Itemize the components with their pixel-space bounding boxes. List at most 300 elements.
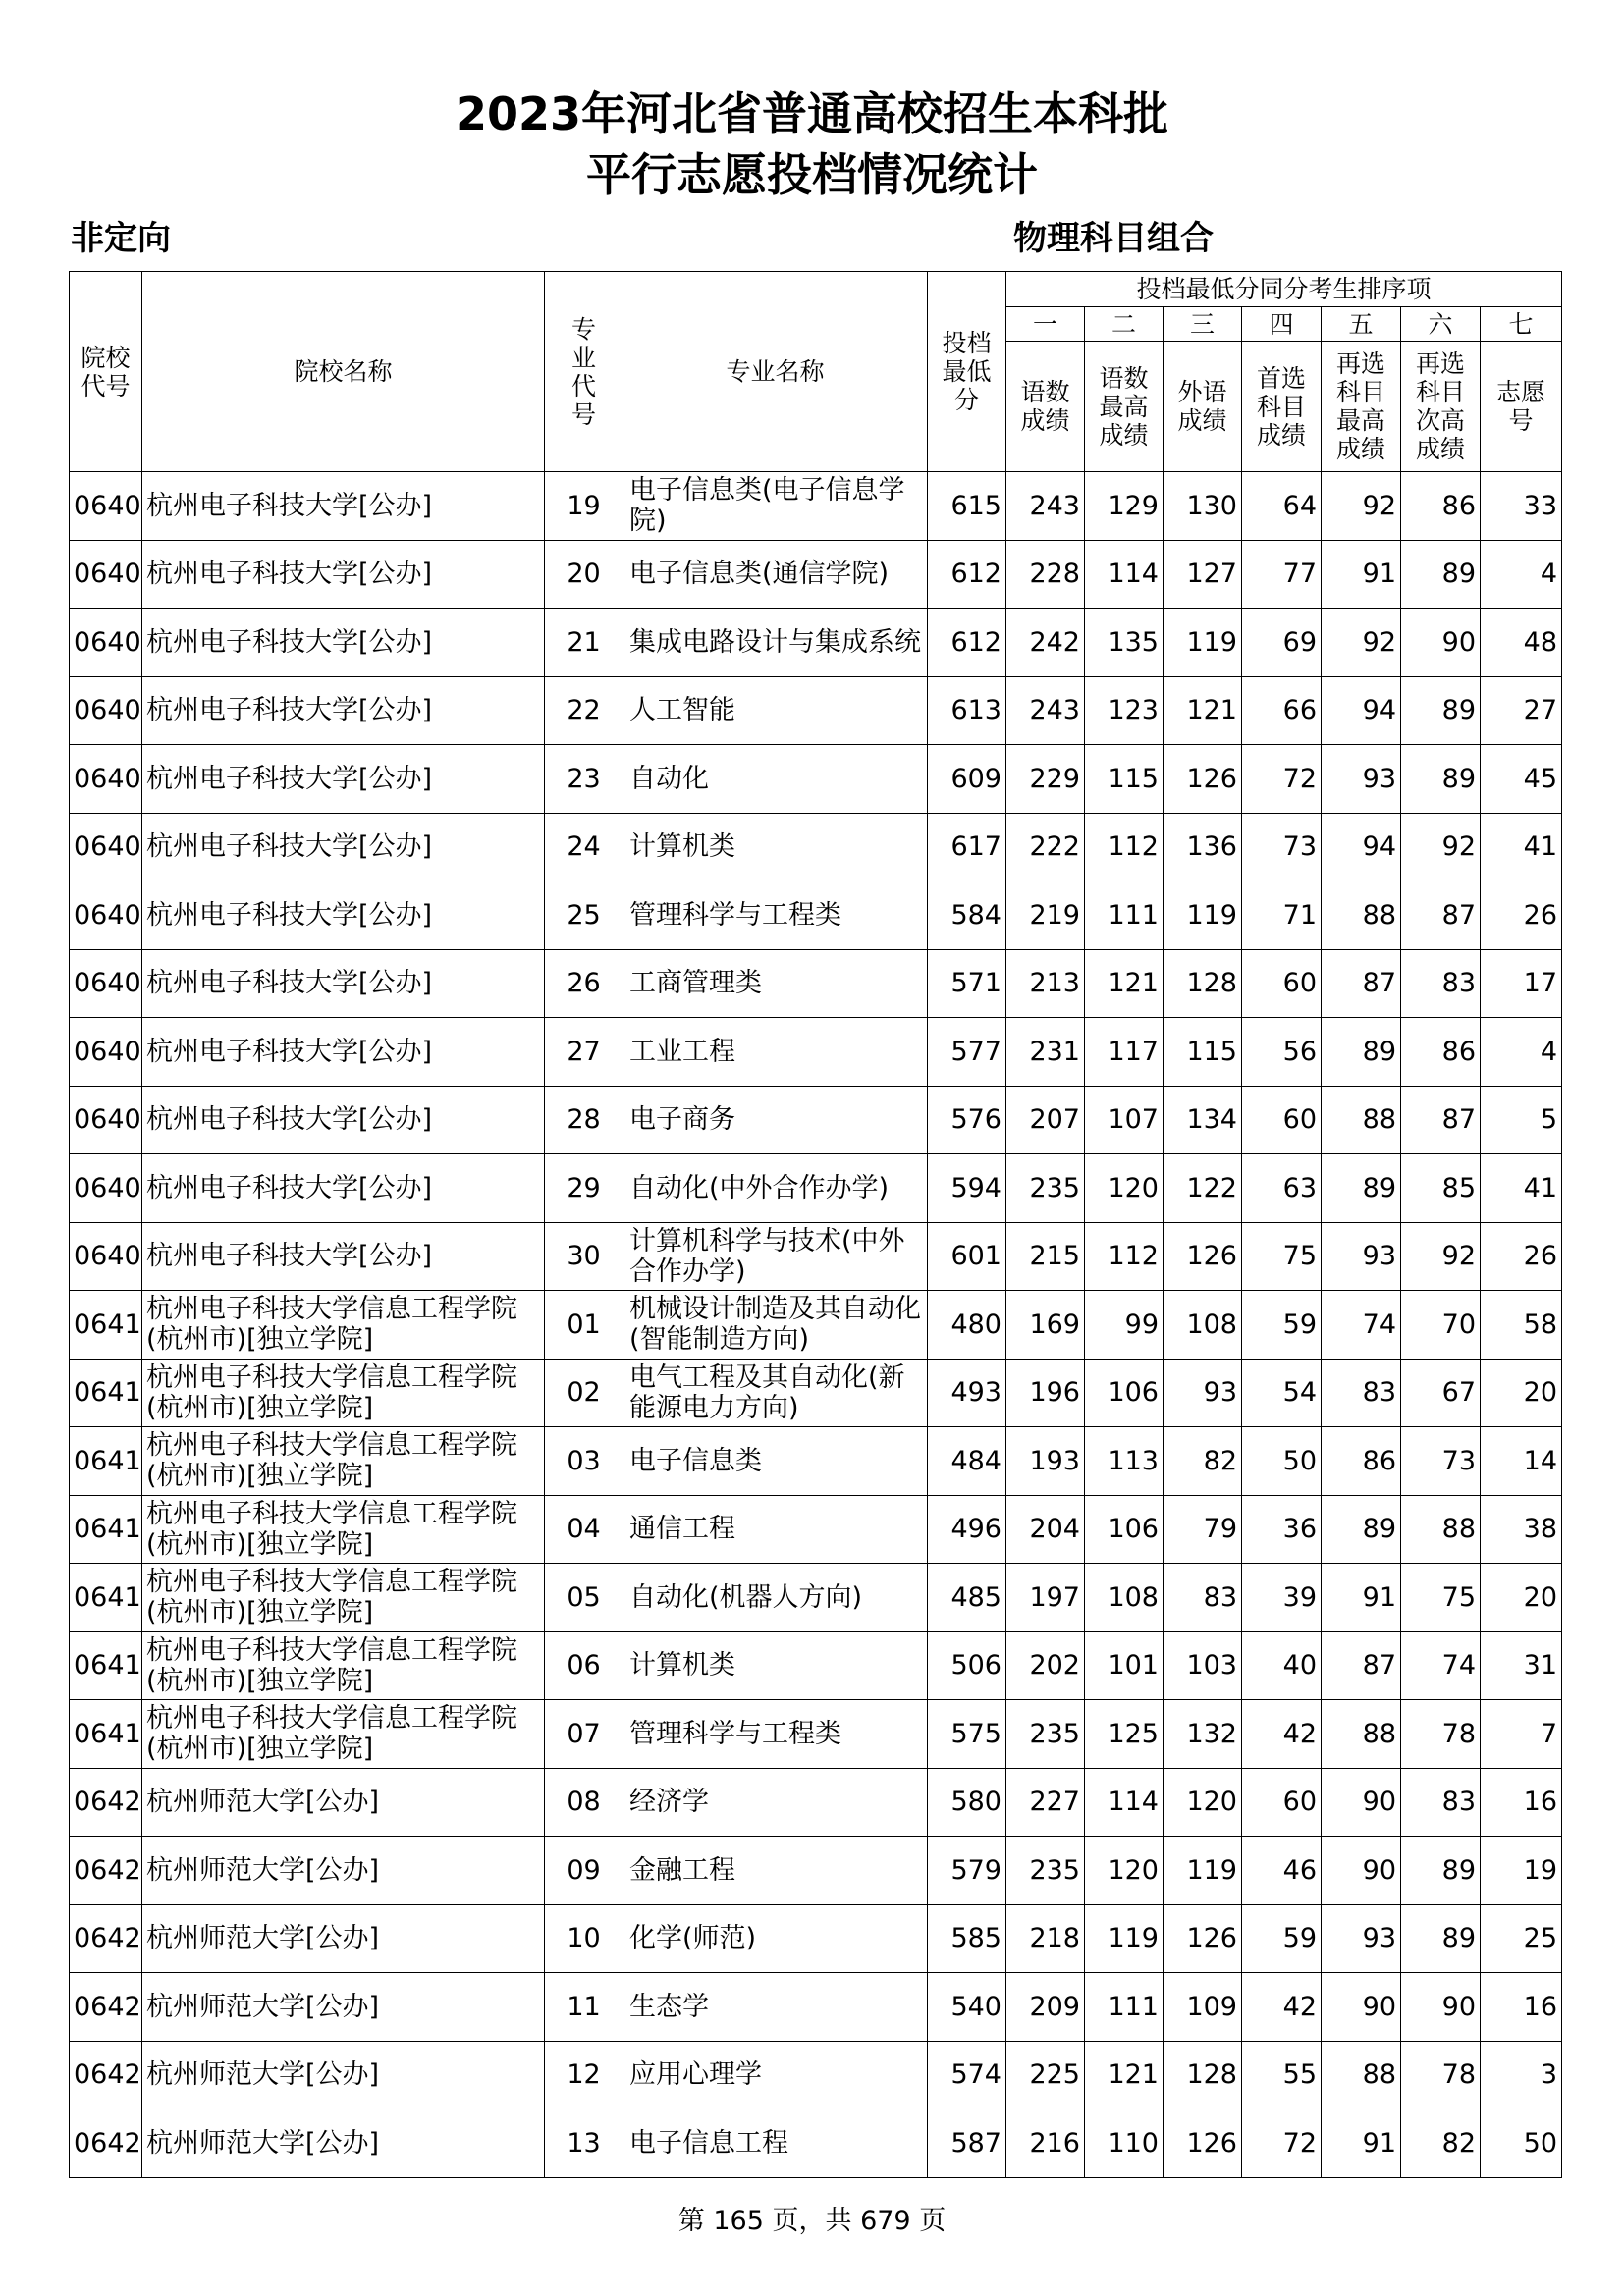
page-footer: 第 165 页，共 679 页: [677, 2206, 947, 2236]
table-row: [70, 472, 1562, 541]
order-1-cell: 197: [1006, 1564, 1085, 1632]
order-5-cell: 86: [1322, 1427, 1401, 1496]
major-code-cell: 21: [545, 609, 623, 677]
school-code-cell: 0640: [70, 1154, 142, 1223]
school-name-cell: 杭州电子科技大学[公办]: [142, 609, 545, 677]
major-code-cell: 23: [545, 745, 623, 814]
min-score-cell: 612: [928, 540, 1006, 609]
order-6-cell: 86: [1401, 472, 1481, 541]
order-4-cell: 42: [1242, 1973, 1322, 2042]
order-7-cell: 17: [1481, 949, 1562, 1018]
order-2-cell: 99: [1085, 1291, 1164, 1360]
page-title: 2023年河北省普通高校招生本科批: [455, 87, 1169, 140]
major-code-cell: 08: [545, 1768, 623, 1837]
order-4-cell: 71: [1242, 881, 1322, 950]
major-code-cell: 29: [545, 1154, 623, 1223]
order-2-cell: 101: [1085, 1631, 1164, 1700]
order-5-cell: 88: [1322, 881, 1401, 950]
order-6-cell: 73: [1401, 1427, 1481, 1496]
order-6-cell: 74: [1401, 1631, 1481, 1700]
order-2-cell: 106: [1085, 1359, 1164, 1427]
order-5-cell: 90: [1322, 1837, 1401, 1905]
school-name-cell: 杭州电子科技大学[公办]: [142, 472, 545, 541]
order-6-cell: 90: [1401, 609, 1481, 677]
school-name-cell: 杭州电子科技大学信息工程学院(杭州市)[独立学院]: [142, 1700, 545, 1769]
order-4-cell: 42: [1242, 1700, 1322, 1769]
order-4-cell: 46: [1242, 1837, 1322, 1905]
order-2-cell: 108: [1085, 1564, 1164, 1632]
order-7-cell: 19: [1481, 1837, 1562, 1905]
header-order-label: 外语成绩: [1164, 342, 1242, 472]
order-3-cell: 130: [1164, 472, 1242, 541]
table-row: [70, 1700, 1562, 1769]
school-name-cell: 杭州电子科技大学[公办]: [142, 1222, 545, 1291]
order-7-cell: 48: [1481, 609, 1562, 677]
min-score-cell: 585: [928, 1904, 1006, 1973]
order-7-cell: 45: [1481, 745, 1562, 814]
order-1-cell: 202: [1006, 1631, 1085, 1700]
order-3-cell: 121: [1164, 676, 1242, 745]
table-row: [70, 2109, 1562, 2178]
major-code-cell: 26: [545, 949, 623, 1018]
table-row: [70, 813, 1562, 881]
order-5-cell: 91: [1322, 1564, 1401, 1632]
major-name-cell: 应用心理学: [623, 2041, 928, 2109]
order-1-cell: 169: [1006, 1291, 1085, 1360]
order-6-cell: 70: [1401, 1291, 1481, 1360]
major-code-cell: 30: [545, 1222, 623, 1291]
order-3-cell: 126: [1164, 2109, 1242, 2178]
order-4-cell: 59: [1242, 1291, 1322, 1360]
school-code-cell: 0641: [70, 1427, 142, 1496]
order-2-cell: 110: [1085, 2109, 1164, 2178]
school-code-cell: 0640: [70, 676, 142, 745]
order-3-cell: 108: [1164, 1291, 1242, 1360]
order-6-cell: 88: [1401, 1495, 1481, 1564]
order-6-cell: 87: [1401, 881, 1481, 950]
table-row: [70, 1904, 1562, 1973]
school-code-cell: 0642: [70, 2109, 142, 2178]
table-row: [70, 609, 1562, 677]
order-3-cell: 127: [1164, 540, 1242, 609]
order-3-cell: 103: [1164, 1631, 1242, 1700]
order-5-cell: 94: [1322, 676, 1401, 745]
min-score-cell: 587: [928, 2109, 1006, 2178]
major-code-cell: 03: [545, 1427, 623, 1496]
order-6-cell: 89: [1401, 540, 1481, 609]
order-2-cell: 117: [1085, 1018, 1164, 1087]
table-body: [70, 472, 1562, 2178]
school-code-cell: 0640: [70, 745, 142, 814]
min-score-cell: 506: [928, 1631, 1006, 1700]
min-score-cell: 571: [928, 949, 1006, 1018]
order-7-cell: 4: [1481, 1018, 1562, 1087]
min-score-cell: 493: [928, 1359, 1006, 1427]
major-name-cell: 工商管理类: [623, 949, 928, 1018]
order-4-cell: 56: [1242, 1018, 1322, 1087]
order-7-cell: 38: [1481, 1495, 1562, 1564]
major-name-cell: 计算机科学与技术(中外合作办学): [623, 1222, 928, 1291]
order-6-cell: 90: [1401, 1973, 1481, 2042]
order-4-cell: 73: [1242, 813, 1322, 881]
table-row: [70, 1018, 1562, 1087]
major-name-cell: 电子信息类(电子信息学院): [623, 472, 928, 541]
order-7-cell: 14: [1481, 1427, 1562, 1496]
school-code-cell: 0640: [70, 813, 142, 881]
order-5-cell: 92: [1322, 609, 1401, 677]
school-name-cell: 杭州电子科技大学[公办]: [142, 1154, 545, 1223]
order-7-cell: 27: [1481, 676, 1562, 745]
order-1-cell: 235: [1006, 1837, 1085, 1905]
min-score-cell: 601: [928, 1222, 1006, 1291]
order-2-cell: 111: [1085, 881, 1164, 950]
order-3-cell: 126: [1164, 745, 1242, 814]
school-code-cell: 0640: [70, 1222, 142, 1291]
major-code-cell: 12: [545, 2041, 623, 2109]
order-2-cell: 114: [1085, 540, 1164, 609]
order-2-cell: 113: [1085, 1427, 1164, 1496]
order-2-cell: 135: [1085, 609, 1164, 677]
order-1-cell: 207: [1006, 1086, 1085, 1154]
order-6-cell: 89: [1401, 1837, 1481, 1905]
min-score-cell: 540: [928, 1973, 1006, 2042]
major-name-cell: 管理科学与工程类: [623, 881, 928, 950]
order-7-cell: 16: [1481, 1973, 1562, 2042]
order-2-cell: 112: [1085, 1222, 1164, 1291]
order-6-cell: 75: [1401, 1564, 1481, 1632]
table-row: [70, 540, 1562, 609]
order-7-cell: 41: [1481, 1154, 1562, 1223]
school-name-cell: 杭州电子科技大学[公办]: [142, 540, 545, 609]
school-name-cell: 杭州师范大学[公办]: [142, 1768, 545, 1837]
major-code-cell: 01: [545, 1291, 623, 1360]
order-5-cell: 88: [1322, 2041, 1401, 2109]
order-7-cell: 20: [1481, 1564, 1562, 1632]
school-code-cell: 0641: [70, 1495, 142, 1564]
min-score-cell: 613: [928, 676, 1006, 745]
order-4-cell: 77: [1242, 540, 1322, 609]
order-5-cell: 83: [1322, 1359, 1401, 1427]
major-name-cell: 化学(师范): [623, 1904, 928, 1973]
school-name-cell: 杭州电子科技大学[公办]: [142, 1086, 545, 1154]
order-5-cell: 93: [1322, 1904, 1401, 1973]
major-code-cell: 19: [545, 472, 623, 541]
order-2-cell: 120: [1085, 1154, 1164, 1223]
order-6-cell: 87: [1401, 1086, 1481, 1154]
order-1-cell: 204: [1006, 1495, 1085, 1564]
order-6-cell: 85: [1401, 1154, 1481, 1223]
order-1-cell: 225: [1006, 2041, 1085, 2109]
school-name-cell: 杭州电子科技大学[公办]: [142, 949, 545, 1018]
order-3-cell: 119: [1164, 881, 1242, 950]
order-7-cell: 16: [1481, 1768, 1562, 1837]
order-7-cell: 5: [1481, 1086, 1562, 1154]
order-1-cell: 243: [1006, 472, 1085, 541]
major-code-cell: 22: [545, 676, 623, 745]
order-5-cell: 90: [1322, 1973, 1401, 2042]
table-row: [70, 1768, 1562, 1837]
school-code-cell: 0642: [70, 1837, 142, 1905]
order-6-cell: 92: [1401, 813, 1481, 881]
school-name-cell: 杭州师范大学[公办]: [142, 1973, 545, 2042]
school-code-cell: 0641: [70, 1564, 142, 1632]
order-3-cell: 83: [1164, 1564, 1242, 1632]
school-code-cell: 0640: [70, 609, 142, 677]
header-major-name: 专业名称: [623, 272, 928, 472]
school-code-cell: 0640: [70, 881, 142, 950]
min-score-cell: 496: [928, 1495, 1006, 1564]
school-name-cell: 杭州电子科技大学[公办]: [142, 881, 545, 950]
major-code-cell: 25: [545, 881, 623, 950]
school-code-cell: 0642: [70, 1904, 142, 1973]
order-4-cell: 75: [1242, 1222, 1322, 1291]
min-score-cell: 594: [928, 1154, 1006, 1223]
min-score-cell: 612: [928, 609, 1006, 677]
order-3-cell: 128: [1164, 2041, 1242, 2109]
order-1-cell: 222: [1006, 813, 1085, 881]
major-name-cell: 自动化(中外合作办学): [623, 1154, 928, 1223]
major-code-cell: 06: [545, 1631, 623, 1700]
order-6-cell: 78: [1401, 1700, 1481, 1769]
page-subtitle: 平行志愿投档情况统计: [586, 148, 1038, 201]
order-1-cell: 235: [1006, 1154, 1085, 1223]
order-3-cell: 120: [1164, 1768, 1242, 1837]
major-name-cell: 自动化(机器人方向): [623, 1564, 928, 1632]
table-row: [70, 1495, 1562, 1564]
header-tiebreak-group: 投档最低分同分考生排序项: [1006, 272, 1562, 307]
order-5-cell: 94: [1322, 813, 1401, 881]
order-2-cell: 114: [1085, 1768, 1164, 1837]
order-5-cell: 92: [1322, 472, 1401, 541]
order-3-cell: 122: [1164, 1154, 1242, 1223]
major-name-cell: 管理科学与工程类: [623, 1700, 928, 1769]
order-5-cell: 89: [1322, 1154, 1401, 1223]
order-1-cell: 216: [1006, 2109, 1085, 2178]
header-major-code: 专业代号: [545, 272, 623, 472]
major-name-cell: 人工智能: [623, 676, 928, 745]
header-order-number: 六: [1401, 307, 1481, 342]
table-row: [70, 1291, 1562, 1360]
school-name-cell: 杭州电子科技大学信息工程学院(杭州市)[独立学院]: [142, 1495, 545, 1564]
order-1-cell: 231: [1006, 1018, 1085, 1087]
order-4-cell: 50: [1242, 1427, 1322, 1496]
order-5-cell: 93: [1322, 1222, 1401, 1291]
order-4-cell: 40: [1242, 1631, 1322, 1700]
min-score-cell: 580: [928, 1768, 1006, 1837]
order-2-cell: 120: [1085, 1837, 1164, 1905]
order-5-cell: 88: [1322, 1086, 1401, 1154]
header-order-label: 语数最高成绩: [1085, 342, 1164, 472]
header-school-name: 院校名称: [142, 272, 545, 472]
order-6-cell: 67: [1401, 1359, 1481, 1427]
order-5-cell: 91: [1322, 2109, 1401, 2178]
order-1-cell: 229: [1006, 745, 1085, 814]
table-row: [70, 2041, 1562, 2109]
order-6-cell: 89: [1401, 676, 1481, 745]
major-code-cell: 02: [545, 1359, 623, 1427]
major-code-cell: 28: [545, 1086, 623, 1154]
min-score-cell: 579: [928, 1837, 1006, 1905]
major-code-cell: 11: [545, 1973, 623, 2042]
header-school-code: 院校代号: [70, 272, 142, 472]
min-score-cell: 609: [928, 745, 1006, 814]
order-5-cell: 91: [1322, 540, 1401, 609]
major-code-cell: 13: [545, 2109, 623, 2178]
order-4-cell: 72: [1242, 2109, 1322, 2178]
order-6-cell: 83: [1401, 1768, 1481, 1837]
major-name-cell: 电气工程及其自动化(新能源电力方向): [623, 1359, 928, 1427]
major-name-cell: 自动化: [623, 745, 928, 814]
order-3-cell: 132: [1164, 1700, 1242, 1769]
table-row: [70, 1222, 1562, 1291]
subject-group-label: 物理科目组合: [1013, 219, 1214, 258]
order-5-cell: 89: [1322, 1495, 1401, 1564]
order-3-cell: 136: [1164, 813, 1242, 881]
school-name-cell: 杭州师范大学[公办]: [142, 1904, 545, 1973]
order-2-cell: 111: [1085, 1973, 1164, 2042]
major-name-cell: 金融工程: [623, 1837, 928, 1905]
order-5-cell: 93: [1322, 745, 1401, 814]
order-3-cell: 134: [1164, 1086, 1242, 1154]
school-code-cell: 0641: [70, 1700, 142, 1769]
order-7-cell: 50: [1481, 2109, 1562, 2178]
order-3-cell: 119: [1164, 609, 1242, 677]
header-order-label: 再选科目次高成绩: [1401, 342, 1481, 472]
order-6-cell: 92: [1401, 1222, 1481, 1291]
school-name-cell: 杭州电子科技大学[公办]: [142, 1018, 545, 1087]
min-score-cell: 615: [928, 472, 1006, 541]
order-3-cell: 128: [1164, 949, 1242, 1018]
major-name-cell: 电子信息工程: [623, 2109, 928, 2178]
order-2-cell: 112: [1085, 813, 1164, 881]
order-2-cell: 125: [1085, 1700, 1164, 1769]
header-order-label: 首选科目成绩: [1242, 342, 1322, 472]
school-name-cell: 杭州电子科技大学信息工程学院(杭州市)[独立学院]: [142, 1291, 545, 1360]
order-2-cell: 121: [1085, 2041, 1164, 2109]
order-7-cell: 41: [1481, 813, 1562, 881]
order-5-cell: 87: [1322, 949, 1401, 1018]
school-name-cell: 杭州电子科技大学[公办]: [142, 813, 545, 881]
school-name-cell: 杭州电子科技大学信息工程学院(杭州市)[独立学院]: [142, 1359, 545, 1427]
table-row: [70, 1837, 1562, 1905]
school-code-cell: 0640: [70, 472, 142, 541]
order-1-cell: 235: [1006, 1700, 1085, 1769]
order-6-cell: 82: [1401, 2109, 1481, 2178]
school-name-cell: 杭州师范大学[公办]: [142, 1837, 545, 1905]
min-score-cell: 584: [928, 881, 1006, 950]
min-score-cell: 484: [928, 1427, 1006, 1496]
order-2-cell: 106: [1085, 1495, 1164, 1564]
order-1-cell: 242: [1006, 609, 1085, 677]
table-row: [70, 1631, 1562, 1700]
order-3-cell: 119: [1164, 1837, 1242, 1905]
min-score-cell: 485: [928, 1564, 1006, 1632]
order-7-cell: 25: [1481, 1904, 1562, 1973]
school-name-cell: 杭州电子科技大学[公办]: [142, 745, 545, 814]
order-2-cell: 121: [1085, 949, 1164, 1018]
school-name-cell: 杭州电子科技大学[公办]: [142, 676, 545, 745]
admission-table: [69, 271, 1562, 2178]
major-name-cell: 电子商务: [623, 1086, 928, 1154]
order-4-cell: 66: [1242, 676, 1322, 745]
order-7-cell: 7: [1481, 1700, 1562, 1769]
order-4-cell: 60: [1242, 1768, 1322, 1837]
header-order-number: 四: [1242, 307, 1322, 342]
major-code-cell: 04: [545, 1495, 623, 1564]
order-3-cell: 126: [1164, 1222, 1242, 1291]
order-1-cell: 219: [1006, 881, 1085, 950]
order-4-cell: 39: [1242, 1564, 1322, 1632]
school-name-cell: 杭州电子科技大学信息工程学院(杭州市)[独立学院]: [142, 1427, 545, 1496]
header-order-number: 三: [1164, 307, 1242, 342]
order-3-cell: 82: [1164, 1427, 1242, 1496]
major-code-cell: 24: [545, 813, 623, 881]
school-code-cell: 0640: [70, 1086, 142, 1154]
order-1-cell: 218: [1006, 1904, 1085, 1973]
major-name-cell: 计算机类: [623, 1631, 928, 1700]
order-4-cell: 59: [1242, 1904, 1322, 1973]
order-1-cell: 228: [1006, 540, 1085, 609]
min-score-cell: 480: [928, 1291, 1006, 1360]
major-name-cell: 机械设计制造及其自动化(智能制造方向): [623, 1291, 928, 1360]
order-4-cell: 72: [1242, 745, 1322, 814]
major-name-cell: 生态学: [623, 1973, 928, 2042]
order-4-cell: 60: [1242, 1086, 1322, 1154]
order-2-cell: 123: [1085, 676, 1164, 745]
header-order-label: 志愿号: [1481, 342, 1562, 472]
order-7-cell: 20: [1481, 1359, 1562, 1427]
order-4-cell: 64: [1242, 472, 1322, 541]
order-5-cell: 88: [1322, 1700, 1401, 1769]
table-row: [70, 949, 1562, 1018]
order-2-cell: 115: [1085, 745, 1164, 814]
order-7-cell: 4: [1481, 540, 1562, 609]
order-6-cell: 89: [1401, 1904, 1481, 1973]
order-1-cell: 213: [1006, 949, 1085, 1018]
table-row: [70, 745, 1562, 814]
header-order-label: 语数成绩: [1006, 342, 1085, 472]
order-4-cell: 55: [1242, 2041, 1322, 2109]
major-name-cell: 电子信息类: [623, 1427, 928, 1496]
school-code-cell: 0641: [70, 1631, 142, 1700]
order-1-cell: 215: [1006, 1222, 1085, 1291]
order-7-cell: 31: [1481, 1631, 1562, 1700]
category-label: 非定向: [71, 219, 171, 258]
school-code-cell: 0640: [70, 1018, 142, 1087]
order-1-cell: 227: [1006, 1768, 1085, 1837]
table-row: [70, 1359, 1562, 1427]
school-name-cell: 杭州电子科技大学信息工程学院(杭州市)[独立学院]: [142, 1564, 545, 1632]
table-row: [70, 881, 1562, 950]
major-code-cell: 10: [545, 1904, 623, 1973]
major-code-cell: 27: [545, 1018, 623, 1087]
school-name-cell: 杭州师范大学[公办]: [142, 2041, 545, 2109]
order-2-cell: 119: [1085, 1904, 1164, 1973]
order-3-cell: 109: [1164, 1973, 1242, 2042]
major-name-cell: 工业工程: [623, 1018, 928, 1087]
table-row: [70, 1154, 1562, 1223]
min-score-cell: 576: [928, 1086, 1006, 1154]
header-order-number: 七: [1481, 307, 1562, 342]
order-1-cell: 196: [1006, 1359, 1085, 1427]
order-2-cell: 107: [1085, 1086, 1164, 1154]
major-code-cell: 05: [545, 1564, 623, 1632]
order-3-cell: 79: [1164, 1495, 1242, 1564]
order-4-cell: 54: [1242, 1359, 1322, 1427]
school-code-cell: 0642: [70, 1768, 142, 1837]
order-3-cell: 126: [1164, 1904, 1242, 1973]
order-4-cell: 36: [1242, 1495, 1322, 1564]
